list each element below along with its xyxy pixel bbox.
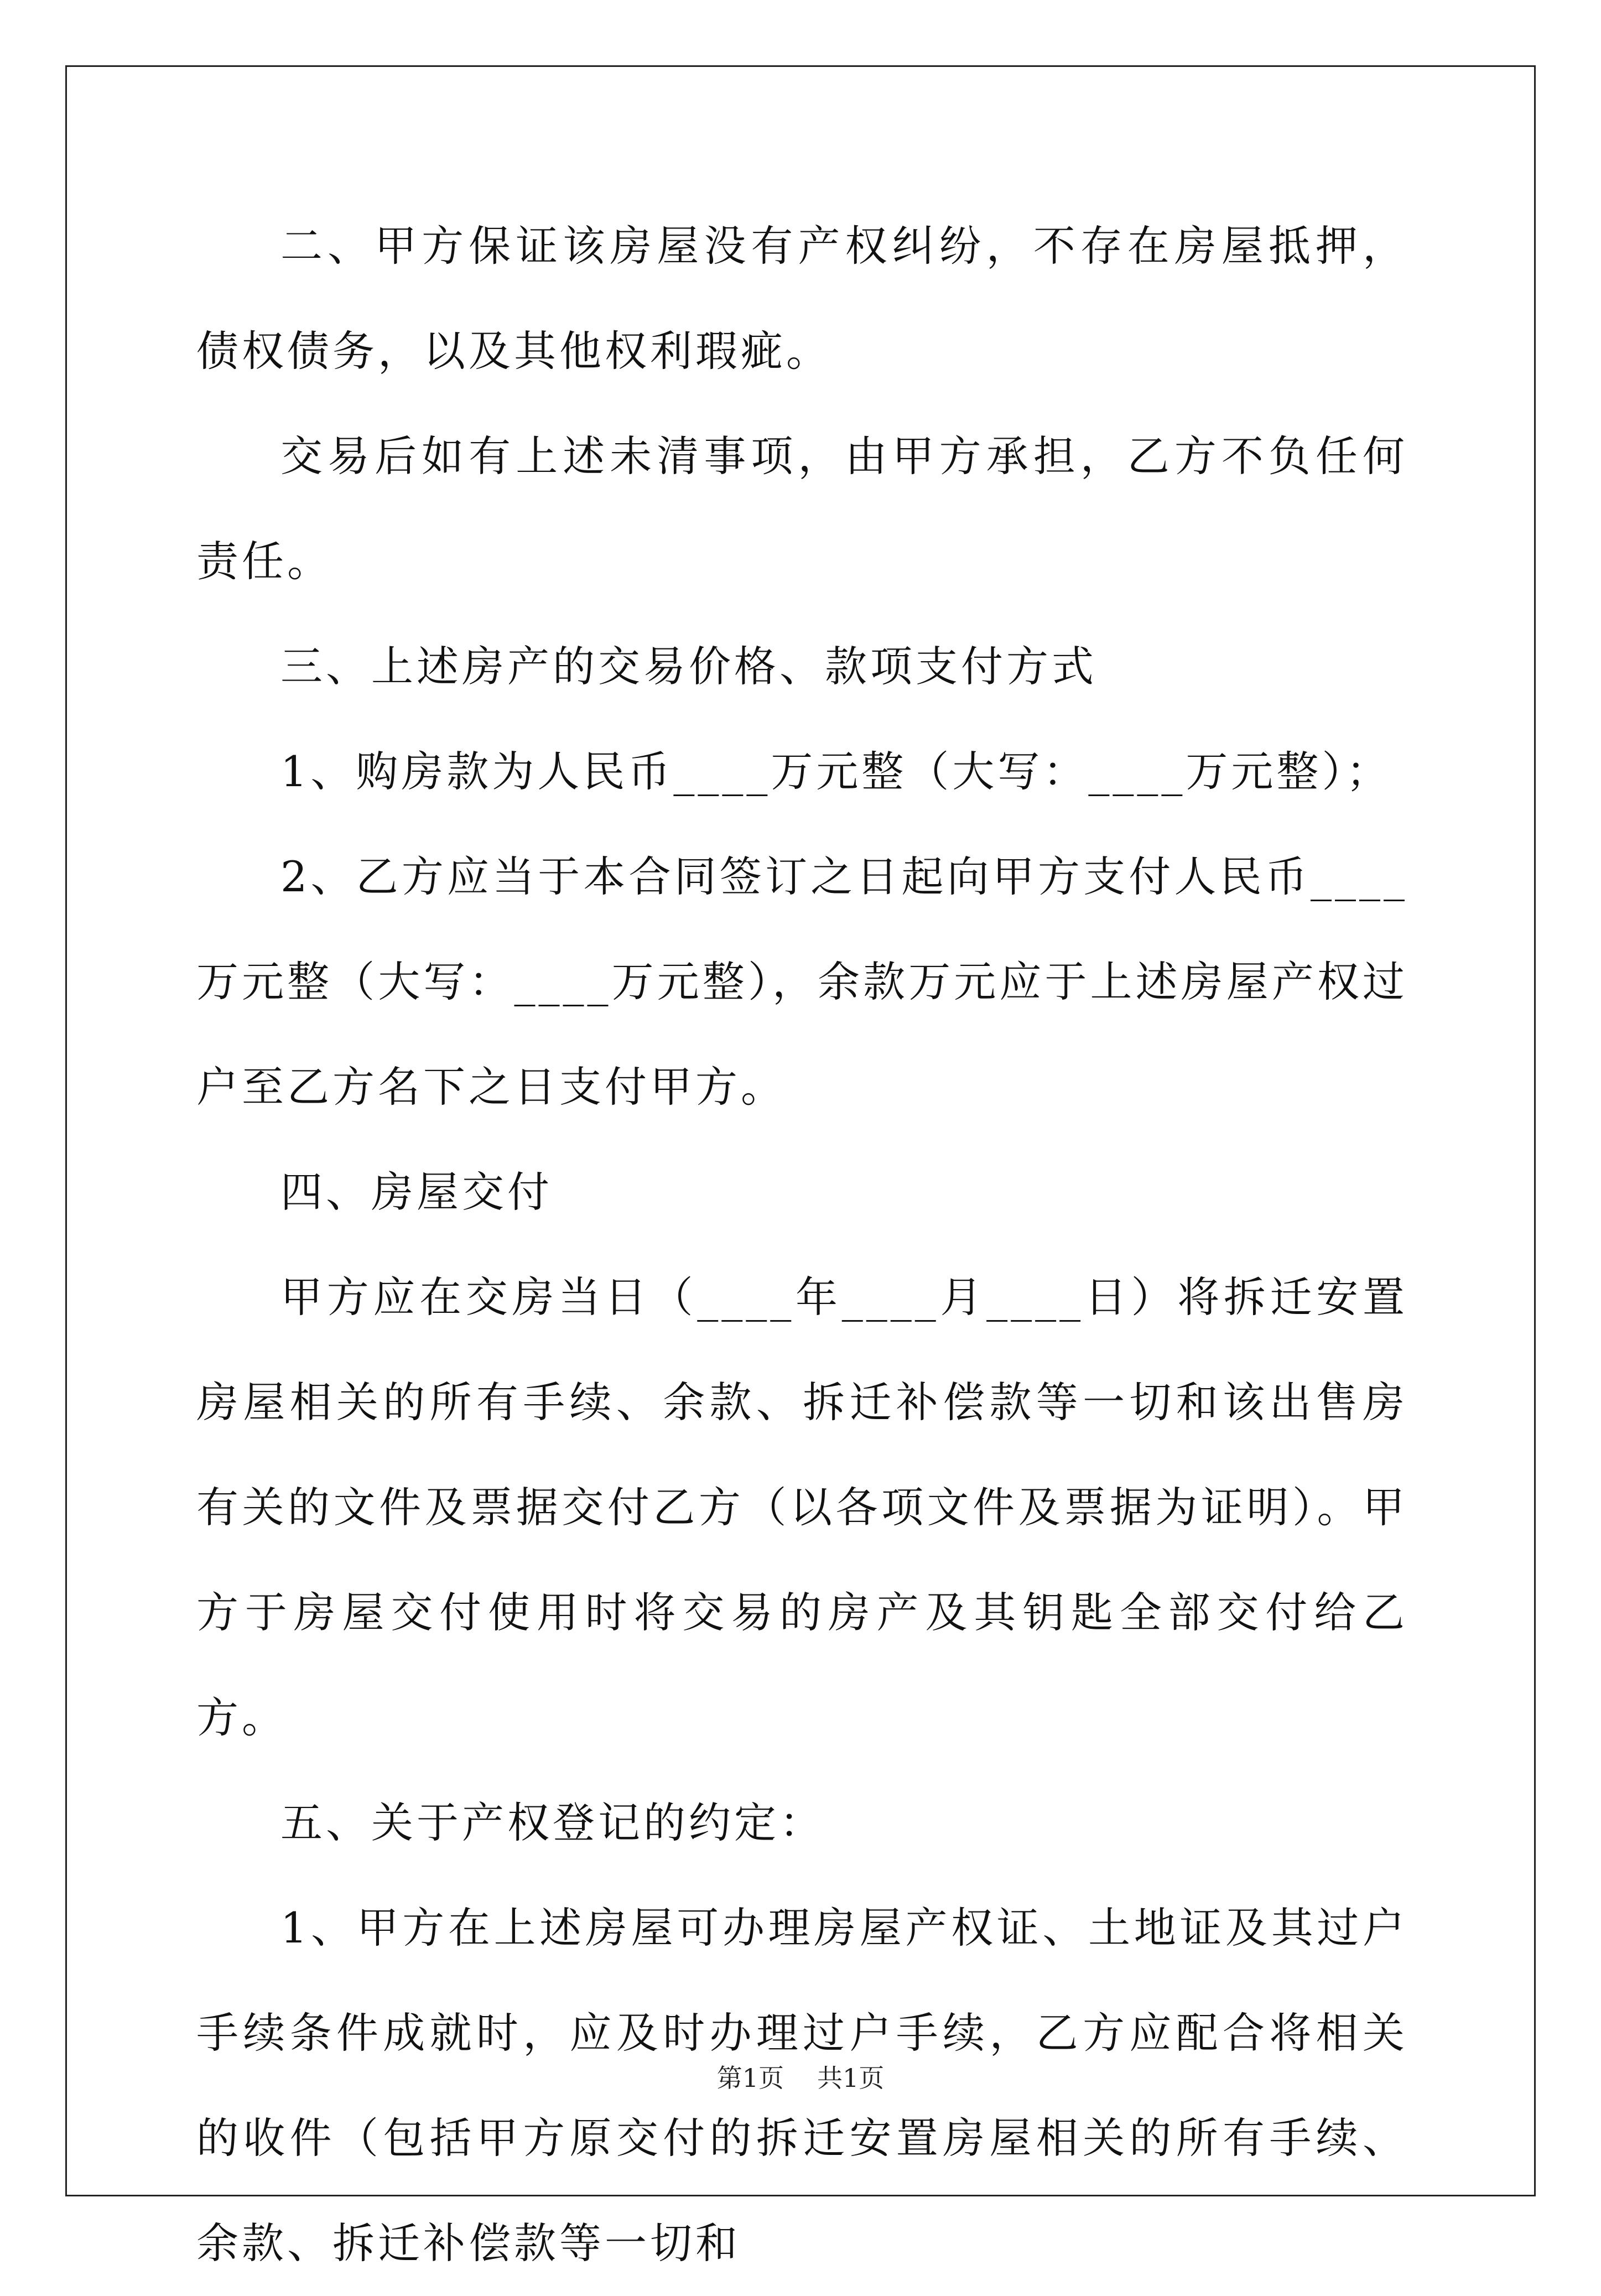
paragraph-purchase-price: 1、购房款为人民币____万元整（大写：____万元整）； xyxy=(280,747,1392,796)
paragraph-delivery-terms: 甲方应在交房当日（____年____月____日）将拆迁安置房屋相关的所有手续、余款、拆迁补偿款等一切和该出售房有关的文件及票据交付乙方（以各项文件及票据为证明）。甲方于房屋交付使用时将交易的房产及其钥匙全部交付给乙方。 xyxy=(196,1272,1408,1742)
page-footer xyxy=(0,2058,1601,2095)
page-number-current: 第1页 xyxy=(716,2063,784,2093)
paragraph-liability: 交易后如有上述未清事项，由甲方承担，乙方不负任何责任。 xyxy=(196,432,1408,586)
document-body xyxy=(196,194,1408,2296)
paragraph-payment-schedule: 2、乙方应当于本合同签订之日起向甲方支付人民币____万元整（大写：____万元整），余款万元应于上述房屋产权过户至乙方名下之日支付甲方。 xyxy=(196,852,1408,1111)
paragraph-guarantee: 二、甲方保证该房屋没有产权纠纷，不存在房屋抵押，债权债务，以及其他权利瑕疵。 xyxy=(196,221,1408,376)
heading-property-registration: 五、关于产权登记的约定： xyxy=(280,1798,825,1847)
paragraph-registration-terms: 1、甲方在上述房屋可办理房屋产权证、土地证及其过户手续条件成就时，应及时办理过户手续，乙方应配合将相关的收件（包括甲方原交付的拆迁安置房屋相关的所有手续、余款、拆迁补偿款等一切和 xyxy=(196,1903,1408,2268)
heading-delivery: 四、房屋交付 xyxy=(280,1167,553,1217)
heading-price-payment: 三、上述房产的交易价格、款项支付方式 xyxy=(280,642,1097,691)
page-number-total: 共1页 xyxy=(817,2063,885,2093)
